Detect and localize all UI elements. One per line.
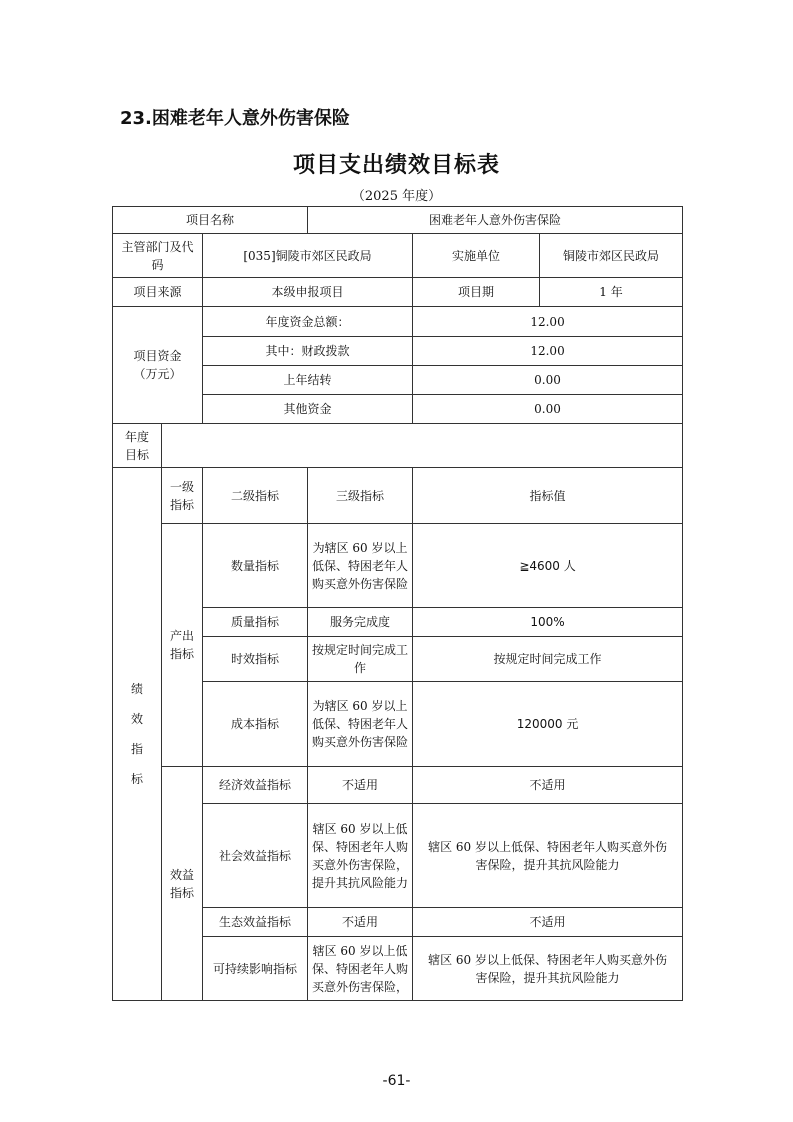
level3-header: 三级指标 <box>308 468 413 524</box>
effect-level2: 社会效益指标 <box>203 804 308 908</box>
effect-level3: 辖区 60 岁以上低保、特困老年人购买意外伤害保险，提升其抗风险能力 <box>308 804 413 908</box>
effect-level3: 不适用 <box>308 908 413 937</box>
source-label: 项目来源 <box>113 278 203 307</box>
dept-code-label: 主管部门及代码 <box>113 234 203 278</box>
output-level2: 数量指标 <box>203 524 308 608</box>
output-value: 100% <box>413 608 683 637</box>
effect-level2: 可持续影响指标 <box>203 937 308 1001</box>
fiscal-label: 其中：财政拨款 <box>203 337 413 366</box>
table-row <box>113 767 683 804</box>
effect-value: 辖区 60 岁以上低保、特困老年人购买意外伤害保险，提升其抗风险能力 <box>413 937 683 1001</box>
output-level2: 质量指标 <box>203 608 308 637</box>
project-name-value: 困难老年人意外伤害保险 <box>308 207 683 234</box>
value-header: 指标值 <box>413 468 683 524</box>
period-value: 1 年 <box>540 278 683 307</box>
level1-header: 一级 指标 <box>162 468 203 524</box>
fiscal-value: 12.00 <box>413 337 683 366</box>
annual-total-value: 12.00 <box>413 307 683 337</box>
impl-unit-value: 铜陵市郊区民政局 <box>540 234 683 278</box>
table-row <box>113 468 683 524</box>
dept-code-value: [035]铜陵市郊区民政局 <box>203 234 413 278</box>
output-level3: 为辖区 60 岁以上低保、特困老年人购买意外伤害保险 <box>308 524 413 608</box>
doc-title: 项目支出绩效目标表 <box>292 153 500 178</box>
project-name-label: 项目名称 <box>113 207 308 234</box>
level2-header: 二级指标 <box>203 468 308 524</box>
annual-goal-value <box>162 424 683 468</box>
other-funds-value: 0.00 <box>413 395 683 424</box>
impl-unit-label: 实施单位 <box>413 234 540 278</box>
last-year-value: 0.00 <box>413 366 683 395</box>
effect-level2: 经济效益指标 <box>203 767 308 804</box>
table-row <box>113 278 683 307</box>
section-title: 23.困难老年人意外伤害保险 <box>120 108 350 129</box>
last-year-label: 上年结转 <box>203 366 413 395</box>
effect-level3: 辖区 60 岁以上低保、特困老年人购买意外伤害保险， <box>308 937 413 1001</box>
table-row <box>113 307 683 337</box>
output-level3: 按规定时间完成工作 <box>308 637 413 682</box>
effect-indicator-label: 效益 指标 <box>162 767 203 1001</box>
effect-value: 辖区 60 岁以上低保、特困老年人购买意外伤害保险，提升其抗风险能力 <box>413 804 683 908</box>
year-label: （2025 年度） <box>351 189 442 204</box>
page-number: -61- <box>382 1073 411 1089</box>
effect-value: 不适用 <box>413 767 683 804</box>
annual-total-label: 年度资金总额： <box>203 307 413 337</box>
output-value: 120000 元 <box>413 682 683 767</box>
output-level3: 服务完成度 <box>308 608 413 637</box>
period-label: 项目期 <box>413 278 540 307</box>
other-funds-label: 其他资金 <box>203 395 413 424</box>
table-row <box>113 524 683 608</box>
effect-value: 不适用 <box>413 908 683 937</box>
output-level2: 时效指标 <box>203 637 308 682</box>
table-row <box>113 424 683 468</box>
output-level3: 为辖区 60 岁以上低保、特困老年人购买意外伤害保险 <box>308 682 413 767</box>
output-level2: 成本指标 <box>203 682 308 767</box>
perf-indicator-label: 绩 效 指 标 <box>113 468 162 1001</box>
funds-label: 项目资金 （万元） <box>113 307 203 424</box>
source-value: 本级申报项目 <box>203 278 413 307</box>
output-value: 按规定时间完成工作 <box>413 637 683 682</box>
performance-table <box>112 206 683 1001</box>
effect-level2: 生态效益指标 <box>203 908 308 937</box>
output-value: ≧4600 人 <box>413 524 683 608</box>
table-row <box>113 234 683 278</box>
annual-goal-label: 年度 目标 <box>113 424 162 468</box>
output-indicator-label: 产出 指标 <box>162 524 203 767</box>
effect-level3: 不适用 <box>308 767 413 804</box>
table-row <box>113 207 683 234</box>
